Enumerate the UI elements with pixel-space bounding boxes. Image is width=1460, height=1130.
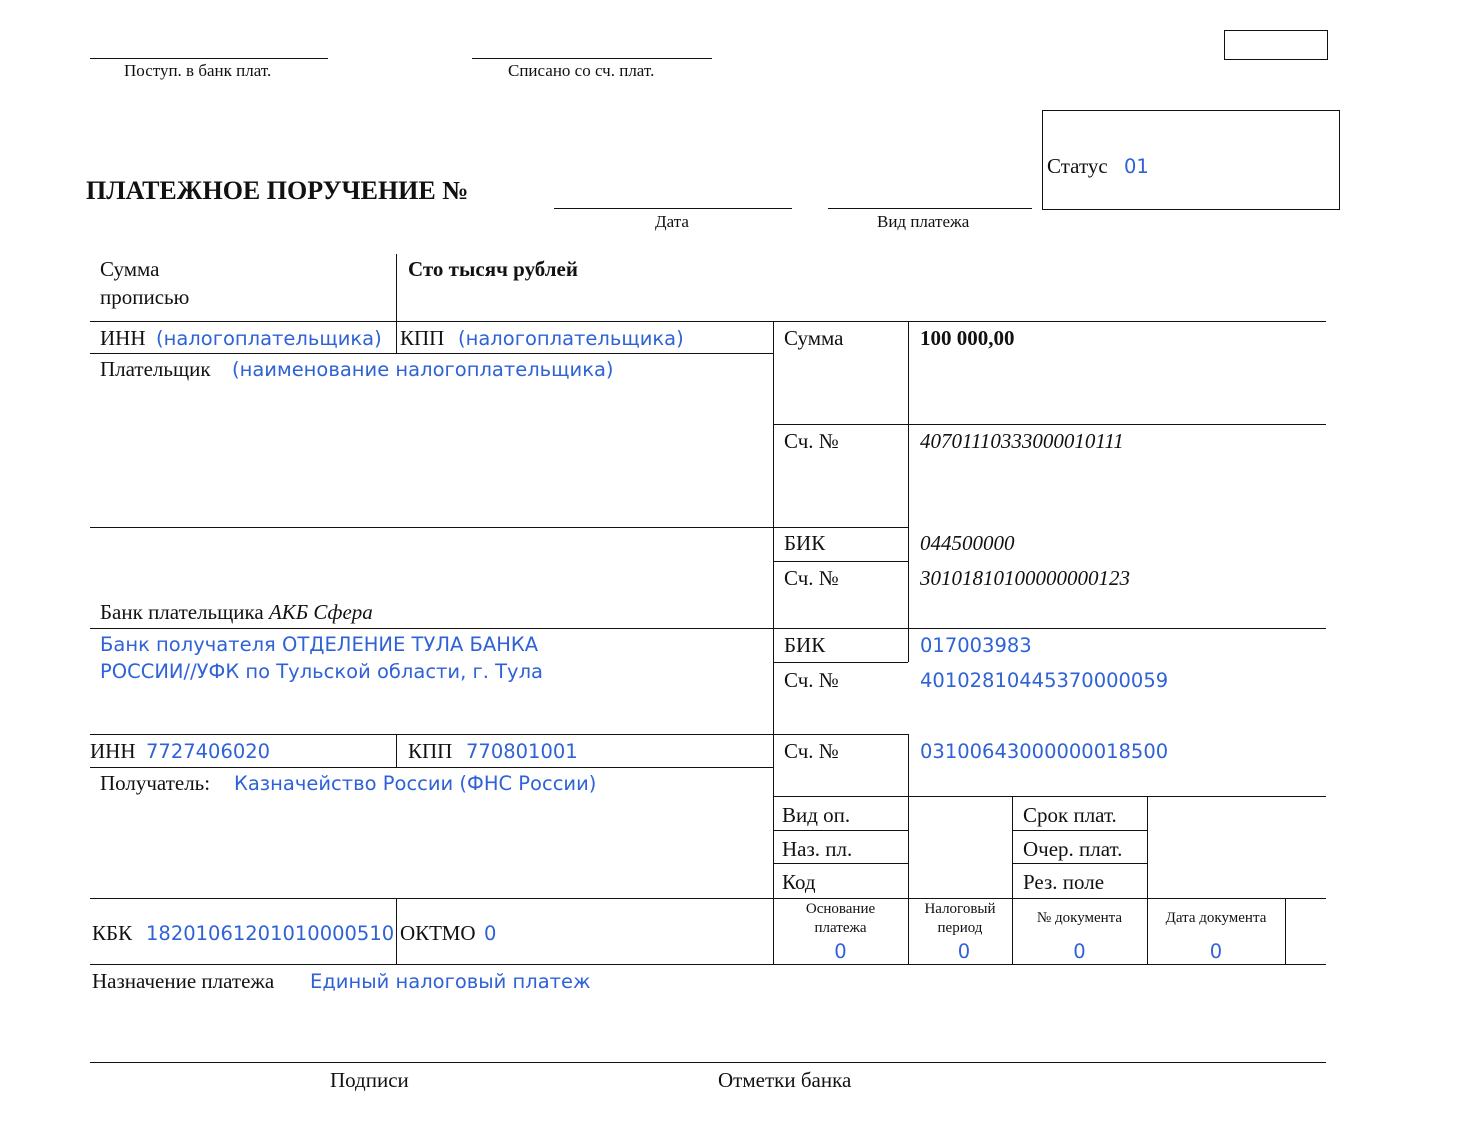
payer-name-value: (наименование налогоплательщика)	[232, 358, 614, 381]
recipient-bank-value-line1: ОТДЕЛЕНИЕ ТУЛА БАНКА	[281, 633, 539, 656]
debited-line	[472, 58, 712, 59]
payer-bank-bik-label: БИК	[784, 531, 826, 555]
purpose-value: Единый налоговый платеж	[310, 970, 591, 993]
naz-pl-label: Наз. пл.	[782, 837, 853, 861]
docdate-label: Дата документа	[1165, 910, 1267, 926]
srok-label: Срок плат.	[1023, 803, 1117, 827]
kbk-label: КБК	[92, 921, 133, 945]
basis-value: 0	[834, 940, 847, 963]
row-line-1	[90, 321, 1326, 322]
recipient-inn-kpp-divider	[396, 734, 397, 767]
recipient-bank-acc-value: 40102810445370000059	[920, 669, 1169, 692]
operation-col-1	[908, 796, 909, 964]
bank-received-label: Поступ. в банк плат.	[124, 61, 272, 80]
status-value: 01	[1124, 155, 1149, 178]
recipient-bank-acc-label: Сч. №	[784, 668, 839, 692]
payer-bank-value: АКБ Сфера	[268, 600, 373, 624]
recipient-inn-label: ИНН	[90, 739, 136, 763]
payer-kpp-value: (налогоплательщика)	[458, 327, 684, 350]
basis-label-line2: платежа	[814, 919, 867, 936]
amount-value: 100 000,00	[920, 326, 1015, 350]
recipient-acc-value: 03100643000000018500	[920, 740, 1169, 763]
payer-bank-acc-value: 30101810100000000123	[920, 566, 1130, 590]
basis-label	[773, 900, 908, 938]
operation-col-4	[1285, 898, 1286, 964]
recipient-bank-bik-line	[773, 662, 908, 663]
basis-label-line1: Основание	[805, 901, 876, 917]
purpose-label: Назначение платежа	[92, 969, 275, 993]
period-value: 0	[957, 940, 971, 963]
value-col-divider-recipient-bank	[908, 628, 909, 662]
kbk-value: 18201061201010000510	[146, 922, 395, 945]
value-col-divider-payer-bank	[908, 527, 909, 628]
date-label: Дата	[655, 212, 689, 231]
kod-label: Код	[782, 870, 816, 894]
recipient-bank-bik-label: БИК	[784, 633, 826, 657]
recipient-kpp-value: 770801001	[466, 740, 578, 763]
amount-bottom-line	[773, 424, 1326, 425]
srok-line	[1012, 830, 1147, 831]
debited-label: Списано со сч. плат.	[508, 61, 655, 80]
period-label-line2: период	[937, 919, 983, 936]
amount-words-label-line2: прописью	[100, 285, 190, 309]
operation-top-line	[773, 796, 1326, 797]
docdate-value: 0	[1209, 940, 1223, 963]
amount-words-value: Сто тысяч рублей	[408, 257, 578, 281]
payer-inn-line	[90, 353, 773, 354]
bank-marks-label: Отметки банка	[718, 1068, 852, 1092]
recipient-bank-row1	[100, 633, 538, 656]
amount-words-label-line1: Сумма	[100, 257, 160, 281]
payer-account-label: Сч. №	[784, 429, 839, 453]
payment-type-label: Вид платежа	[877, 212, 970, 231]
row-line-payer-bank-bottom	[90, 628, 1326, 629]
amount-words-divider	[396, 254, 397, 321]
recipient-name-label: Получатель:	[100, 771, 211, 795]
amount-label: Сумма	[784, 326, 844, 350]
payer-bik-top-line	[773, 527, 908, 528]
recipient-bank-label: Банк получателя	[100, 633, 276, 656]
payer-bottom-line	[90, 527, 773, 528]
recipient-name-value: Казначейство России (ФНС России)	[234, 772, 597, 795]
payer-bank-acc-label: Сч. №	[784, 566, 839, 590]
payer-inn-label: ИНН	[100, 326, 146, 350]
recipient-inn-value: 7727406020	[146, 740, 271, 763]
payer-bank-bik-value: 044500000	[920, 531, 1015, 555]
operation-col-3	[1147, 796, 1148, 964]
rez-label: Рез. поле	[1023, 870, 1105, 894]
payer-kpp-label: КПП	[400, 326, 445, 350]
payer-inn-kpp-divider	[396, 321, 397, 353]
tax-top-line	[90, 898, 1326, 899]
vid-op-label: Вид оп.	[782, 803, 851, 827]
purpose-bottom-line	[90, 1062, 1326, 1063]
period-label	[908, 900, 1012, 938]
page-title: ПЛАТЕЖНОЕ ПОРУЧЕНИЕ №	[86, 176, 469, 205]
payer-name-label: Плательщик	[100, 357, 211, 381]
recipient-acc-label: Сч. №	[784, 739, 839, 763]
payer-bank-bik-line	[773, 561, 908, 562]
recipient-bank-bottom-line	[90, 734, 773, 735]
recipient-kpp-label: КПП	[408, 739, 453, 763]
payer-inn-value: (налогоплательщика)	[156, 327, 382, 350]
ocher-label: Очер. плат.	[1023, 837, 1123, 861]
payer-bank-row	[100, 600, 373, 625]
ocher-line	[1012, 863, 1147, 864]
date-line	[554, 208, 792, 209]
tax-bottom-line	[90, 964, 1326, 965]
oktmo-label: ОКТМО	[400, 921, 476, 945]
docnum-label: № документа	[1036, 910, 1123, 926]
payment-type-line	[828, 208, 1032, 209]
main-col-divider	[773, 321, 774, 964]
value-col-divider-recipient	[908, 734, 909, 796]
form-code-box	[1224, 30, 1328, 60]
kbk-oktmo-divider	[396, 898, 397, 964]
oktmo-value: 0	[484, 922, 497, 945]
operation-col-2	[1012, 796, 1013, 964]
recipient-inn-line	[90, 767, 773, 768]
naz-pl-line	[773, 863, 908, 864]
status-label: Статус	[1047, 154, 1108, 178]
period-label-line1: Налоговый	[924, 901, 996, 917]
payer-bank-label: Банк плательщика	[100, 600, 264, 624]
recipient-bank-value-line2: РОССИИ//УФК по Тульской области, г. Тула	[100, 660, 543, 683]
recipient-acc-top-line	[773, 734, 908, 735]
docnum-value: 0	[1073, 940, 1086, 963]
bank-received-line	[90, 58, 328, 59]
recipient-bank-bik-value: 017003983	[920, 634, 1032, 657]
vid-op-line	[773, 830, 908, 831]
payer-account-value: 40701110333000010111	[920, 429, 1124, 453]
signatures-label: Подписи	[330, 1068, 409, 1092]
